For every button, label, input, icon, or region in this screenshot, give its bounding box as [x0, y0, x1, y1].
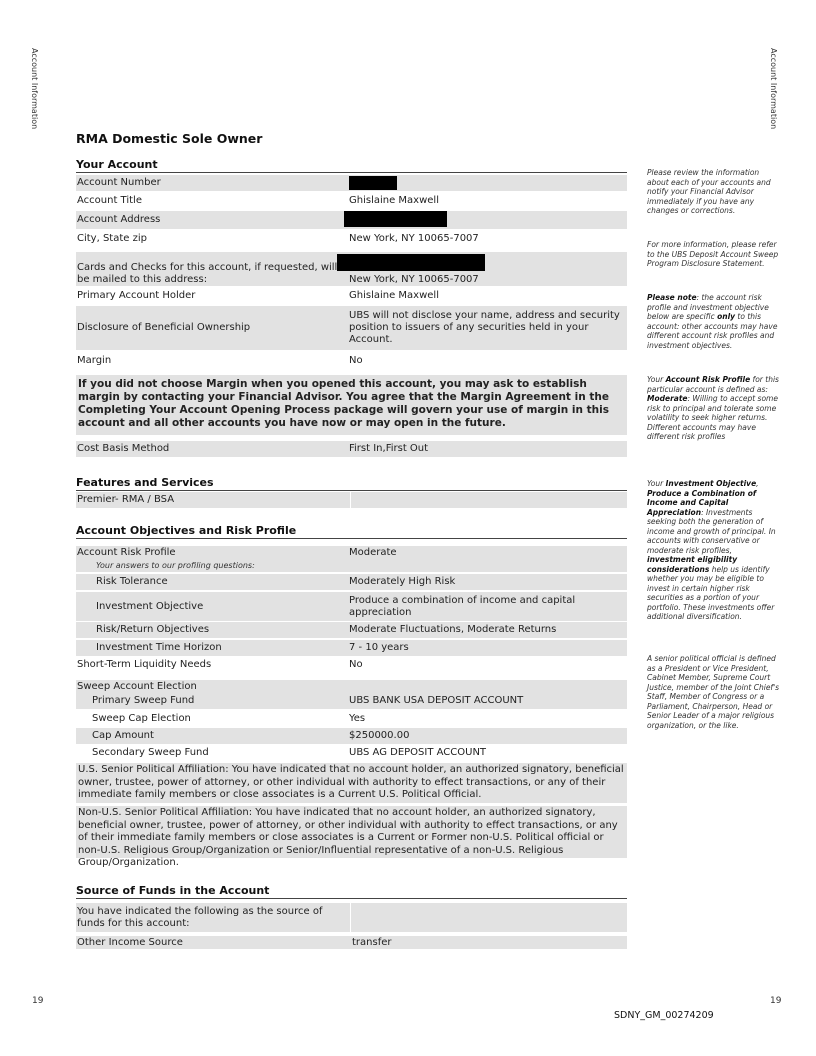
row-source-intro — [76, 903, 627, 932]
row-value: Ghislaine Maxwell — [349, 195, 439, 206]
row-primary-account-holder — [76, 288, 627, 304]
row-investment-objective — [76, 592, 627, 621]
note-term: Produce a Combination of Income and Capital Appreciation — [647, 488, 757, 517]
redaction-box — [349, 176, 397, 190]
sidebar-note-sweep-disclosure: For more information, please refer to the UBS Deposit Account Sweep Program Disclosure Statement. — [647, 240, 779, 268]
margin-notice: If you did not choose Margin when you opened this account, you may ask to establish margin by contacting your Financial Advisor. You agree that the Margin Agreement in the Completing Your Account Opening Process package will govern your use of margin in this account and all other accounts you have now or may open in the future. — [76, 375, 627, 435]
note-text: Your — [647, 479, 666, 488]
note-text: : the account risk profile and investment objective below are specific — [647, 293, 769, 321]
us-political-affiliation: U.S. Senior Political Affiliation: You have indicated that no account holder, an authorized signatory, beneficial owner, trustee, power of attorney, or other individual with authority to effect transactions, or any of their immediate family members or close associates is a Current U.S. Political Official. — [76, 763, 627, 803]
row-label: Account Risk Profile — [77, 547, 176, 558]
row-risk-tolerance — [76, 574, 627, 590]
section-heading-your-account: Your Account — [76, 158, 627, 173]
sweep-heading: Sweep Account Election — [77, 680, 197, 692]
row-label: Other Income Source — [77, 936, 183, 948]
profiling-note: Your answers to our profiling questions: — [96, 561, 255, 570]
page-number-left: 19 — [32, 996, 44, 1006]
row-value: No — [349, 659, 363, 670]
row-time-horizon — [76, 640, 627, 656]
bates-number: SDNY_GM_00274209 — [614, 1010, 714, 1021]
row-label: Investment Time Horizon — [96, 642, 222, 653]
non-us-political-affiliation: Non-U.S. Senior Political Affiliation: You have indicated that no account holder, an authorized signatory, beneficial owner, trustee, power of attorney, or other individual with authority to effect transactions, or any of their immediate family members or close associates is a Current or Former non-U.S. Political official or non-U.S. Religious Group/Organization or Senior/Influential representative of a non-U.S. Religious Group/Organization. — [76, 806, 627, 858]
row-label: Disclosure of Beneficial Ownership — [77, 322, 251, 333]
row-value: 7 - 10 years — [349, 642, 409, 653]
note-term: Moderate — [647, 394, 688, 403]
redaction-box — [337, 254, 485, 271]
note-text: for this particular account is defined as: — [647, 375, 779, 394]
feature-value-cell — [350, 492, 627, 508]
side-running-header-right: Account Information — [769, 48, 778, 130]
row-cards-checks-address — [76, 252, 627, 286]
row-value: Produce a combination of income and capital appreciation — [349, 594, 576, 618]
note-text: : Investments seeking both the generation of income and growth of principal. In accounts with conservative or moderate risk profiles, — [647, 507, 776, 555]
row-label: Risk Tolerance — [96, 576, 168, 587]
row-label: Risk/Return Objectives — [96, 624, 210, 635]
row-value: Moderately High Risk — [349, 576, 456, 587]
page-number-right: 19 — [770, 996, 782, 1006]
row-secondary-sweep — [76, 745, 627, 761]
row-value: UBS AG DEPOSIT ACCOUNT — [349, 747, 487, 758]
source-value-cell — [350, 903, 627, 932]
row-primary-sweep — [76, 693, 627, 709]
row-label: Margin — [77, 355, 112, 366]
sidebar-note-political-official: A senior political official is defined as a President or Vice President, Cabinet Member, Supreme Court Justice, member of the Joint Chief's Staff, Member of Congress or a Parliament, Chairperson, Head or Senior Leader of a major religious organization, or the like. — [647, 654, 780, 730]
note-emphasis: Investment Objective — [665, 479, 757, 488]
row-value: UBS BANK USA DEPOSIT ACCOUNT — [349, 695, 524, 706]
note-emphasis: investment eligibility considerations — [647, 555, 738, 574]
row-value: Yes — [349, 713, 366, 724]
row-label: Sweep Cap Election — [92, 713, 191, 724]
row-value: Moderate — [349, 547, 397, 558]
row-city-state-zip — [76, 231, 627, 247]
source-intro: You have indicated the following as the source of funds for this account: — [77, 905, 323, 929]
sidebar-note-risk-profile — [647, 375, 782, 442]
note-text: to this account: other accounts may have different account risk profiles and investment objectives. — [647, 312, 778, 350]
row-value: Ghislaine Maxwell — [349, 290, 439, 301]
row-label: Cards and Checks for this account, if requested, will be mailed to this address: — [77, 262, 338, 285]
row-value: No — [349, 355, 363, 366]
row-other-income — [76, 936, 627, 949]
row-label: Account Address — [77, 214, 161, 225]
note-text: , — [756, 479, 759, 488]
row-label: Primary Account Holder — [77, 290, 196, 301]
section-heading-objectives: Account Objectives and Risk Profile — [76, 524, 627, 539]
row-value: UBS will not disclose your name, address and security position to issuers of any securities held in your Account. — [349, 310, 620, 345]
note-text: : Willing to accept some risk to principal and tolerate some volatility to seek higher returns. — [647, 394, 778, 422]
row-feature-item — [76, 492, 627, 508]
note-emphasis: only — [717, 312, 736, 321]
row-label: City, State zip — [77, 233, 147, 244]
row-margin — [76, 353, 627, 369]
sidebar-note-review: Please review the information about each of your accounts and notify your Financial Advisor immediately if you have any changes or corrections. — [647, 168, 771, 215]
row-account-address — [76, 211, 627, 229]
note-text: Your — [647, 375, 666, 384]
row-label: Short-Term Liquidity Needs — [77, 659, 212, 670]
row-value: First In,First Out — [349, 443, 429, 454]
section-heading-source-of-funds: Source of Funds in the Account — [76, 884, 627, 899]
row-account-title — [76, 193, 627, 209]
please-note-label: Please note — [647, 293, 697, 302]
row-account-number — [76, 175, 627, 191]
document-title: RMA Domestic Sole Owner — [76, 131, 263, 146]
row-cost-basis — [76, 441, 627, 457]
side-running-header-left: Account Information — [30, 48, 39, 130]
row-label: Secondary Sweep Fund — [92, 747, 209, 758]
row-beneficial-ownership — [76, 306, 627, 350]
note-emphasis: Account Risk Profile — [665, 375, 751, 384]
note-text: Different accounts may have different risk profiles — [647, 422, 756, 441]
row-value: transfer — [352, 936, 392, 948]
row-risk-return — [76, 622, 627, 638]
row-cap-amount — [76, 728, 627, 744]
row-value: New York, NY 10065-7007 — [349, 233, 479, 244]
note-text: help us identify whether you may be eligible to invest in certain higher risk securities as a portion of your portfolio. These investments offer additional diversification. — [647, 564, 775, 621]
row-sweep-cap-election — [76, 711, 627, 727]
row-sweep-heading — [76, 680, 627, 693]
sidebar-note-please-note — [647, 293, 782, 350]
feature-label: Premier- RMA / BSA — [77, 494, 175, 505]
row-label: Cap Amount — [92, 730, 154, 741]
redaction-box — [344, 211, 447, 227]
row-value: $250000.00 — [349, 730, 410, 741]
section-heading-features: Features and Services — [76, 476, 627, 491]
row-label: Cost Basis Method — [77, 443, 170, 454]
row-label: Account Title — [77, 195, 142, 206]
sidebar-note-investment-objective — [647, 479, 782, 622]
row-label: Primary Sweep Fund — [92, 695, 195, 706]
row-label: Account Number — [77, 177, 161, 188]
row-value: New York, NY 10065-7007 — [349, 274, 479, 285]
row-liquidity — [76, 657, 627, 673]
row-label: Investment Objective — [96, 600, 204, 612]
row-value: Moderate Fluctuations, Moderate Returns — [349, 624, 557, 635]
